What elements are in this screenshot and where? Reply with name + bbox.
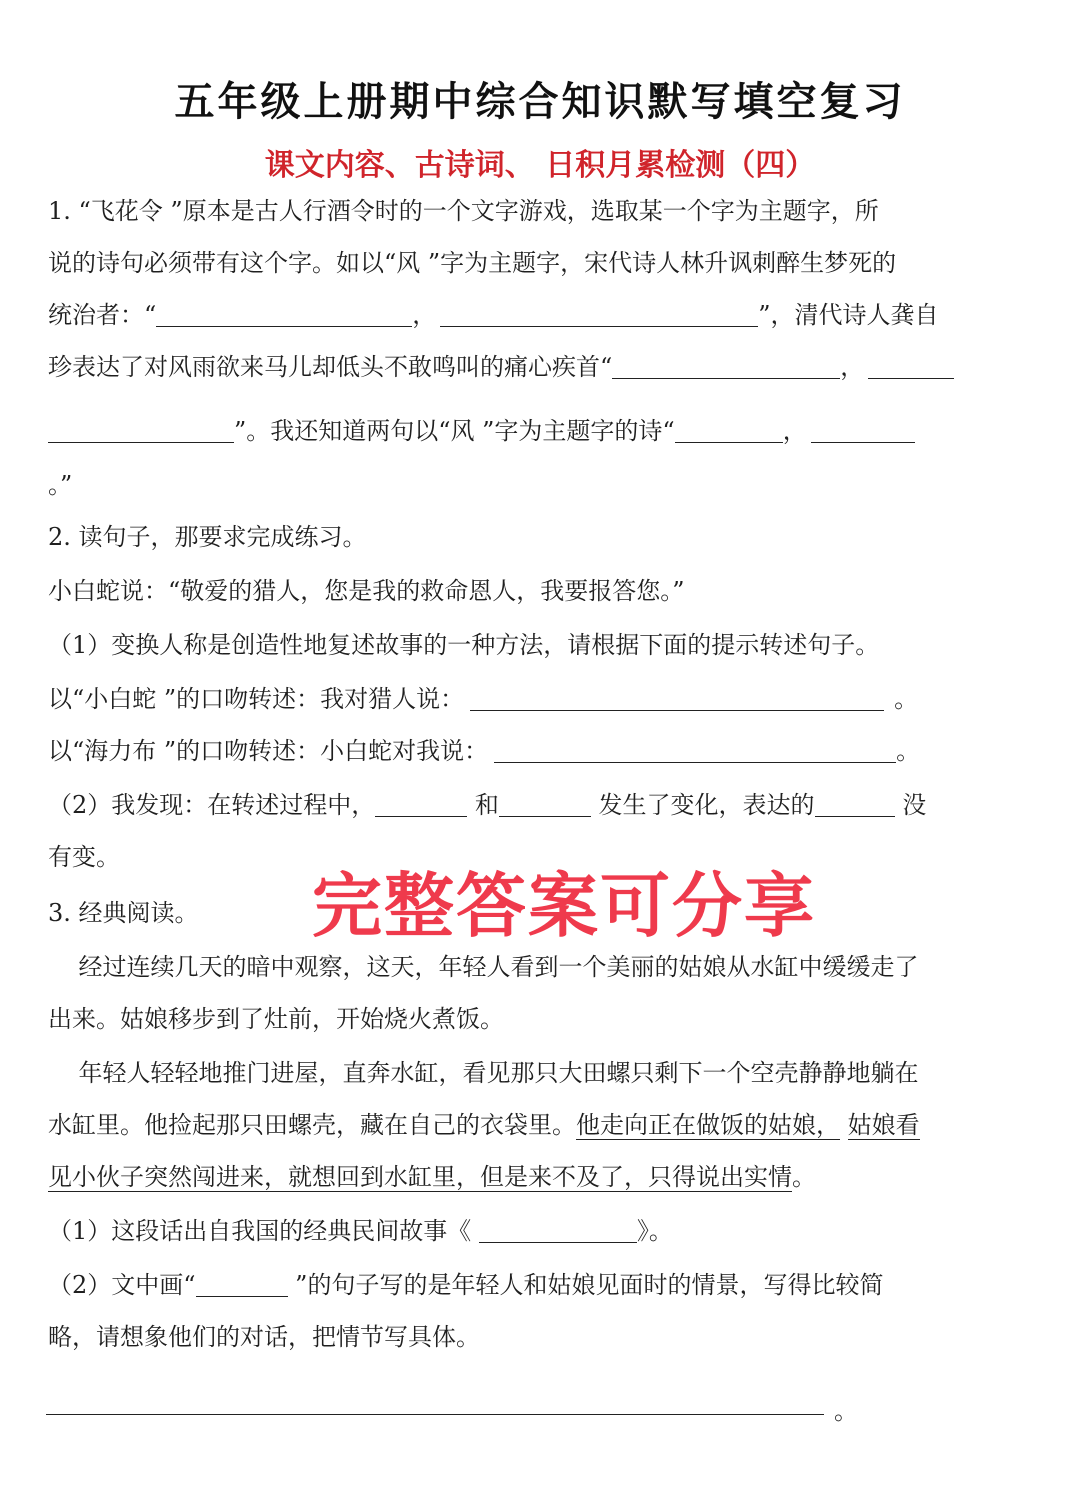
answer-blank[interactable] [612,354,840,379]
q1-line-2: 说的诗句必须带有这个字。如以“风 ”字为主题字，宋代诗人林升讽刺醉生梦死的 [48,249,897,277]
q3-sub1-text-b: 》。 [636,1217,673,1245]
q2-heading: 2. 读句子，那要求完成练习。 [48,523,367,551]
q2-part-1: （1）变换人称是创造性地复述故事的一种方法，请根据下面的提示转述句子。 [48,631,880,659]
answer-blank[interactable] [675,418,783,443]
q3-p2l2-text-a: 水缸里。他捡起那只田螺壳，藏在自己的衣袋里。 [48,1111,576,1139]
q2-part-2-end: 有变。 [48,843,120,871]
q3-heading: 3. 经典阅读。 [48,899,199,927]
underlined-sentence: 他走向正在做饭的姑娘， [576,1111,840,1139]
q3-sub1-text-a: （1）这段话出自我国的经典民间故事《 [48,1217,479,1245]
q3-sub-1 [48,1214,673,1248]
q1-l4-text-a: 珍表达了对风雨欲来马儿却低头不敢鸣叫的痛心疾首“ [48,353,613,381]
q1-line-3 [48,298,939,332]
q1-l3-text-c: ”，清代诗人龚自 [758,301,939,329]
underlined-sentence: 见小伙子突然闯进来，就想回到水缸里，但是来不及了，只得说出实情 [48,1163,792,1191]
q2-p1b-text: 以“海力布 ”的口吻转述：小白蛇对我说： [48,737,489,765]
answer-blank[interactable] [375,792,467,817]
q2-p1a-text: 以“小白蛇 ”的口吻转述：我对猎人说： [48,685,465,713]
q3-para2-line-2 [48,1108,920,1142]
q1-l5-text-a: ”。我还知道两句以“风 ”字为主题字的诗“ [234,417,675,445]
q2-part-2 [48,788,926,822]
q3-p2l3-end: 。 [792,1163,816,1191]
q1-l4-text-b: ， [840,353,865,381]
q1-l3-text-b: ， [412,301,437,329]
q3-sub2-text-a: （2）文中画“ [48,1271,196,1299]
answer-blank[interactable] [811,418,915,443]
answer-line[interactable] [46,1414,824,1415]
page-title: 五年级上册期中综合知识默写填空复习 [174,79,906,125]
answer-blank[interactable] [868,354,954,379]
q2-p2-text-c: 发生了变化，表达的 [590,791,815,819]
answer-blank[interactable] [479,1218,637,1243]
final-period: 。 [834,1397,858,1425]
page-subtitle: 课文内容、古诗词、 日积月累检测（四） [264,148,816,183]
q1-l5-text-b: ， [782,417,807,445]
q2-part-1b [48,734,920,768]
q1-l3-text-a: 统治者：“ [48,301,157,329]
answer-blank[interactable] [470,686,884,711]
q3-para2-line-3 [48,1160,816,1194]
answer-blank[interactable] [440,302,758,327]
q2-quote: 小白蛇说：“敬爱的猎人，您是我的救命恩人，我要报答您。” [48,577,685,605]
q2-p2-text-a: （2）我发现：在转述过程中， [48,791,376,819]
q2-p2-text-d: 没 [894,791,927,819]
q2-p1a-dot: 。 [894,685,919,713]
q3-para1-line-2: 出来。姑娘移步到了灶前，开始烧火煮饭。 [48,1005,504,1033]
q1-line-1: 1. “飞花令 ”原本是古人行酒令时的一个文字游戏，选取某一个字为主题字，所 [48,197,879,225]
answer-blank[interactable] [48,418,234,443]
answer-blank[interactable] [196,1272,288,1297]
q3-sub-2-cont: 略，请想象他们的对话，把情节写具体。 [48,1323,480,1351]
q2-part-1a [48,682,918,716]
q3-sub2-text-b: ”的句子写的是年轻人和姑娘见面时的情景，写得比较简 [287,1271,884,1299]
watermark-text: 完整答案可分享 [312,865,816,947]
answer-blank[interactable] [156,302,412,327]
q3-sub-2 [48,1268,883,1302]
underlined-sentence: 姑娘看 [847,1111,920,1139]
q2-p2-text-b: 和 [467,791,499,819]
answer-blank[interactable] [494,738,896,763]
q3-para2-line-1: 年轻人轻轻地推门进屋，直奔水缸，看见那只大田螺只剩下一个空壳静静地躺在 [48,1059,919,1087]
q2-p1b-dot: 。 [896,737,921,765]
q1-line-5 [48,414,915,448]
q1-line-6: 。” [48,471,73,499]
q3-para1-line-1: 经过连续几天的暗中观察，这天，年轻人看到一个美丽的姑娘从水缸中缓缓走了 [48,953,919,981]
answer-blank[interactable] [499,792,591,817]
q1-line-4 [48,350,954,384]
answer-blank[interactable] [815,792,895,817]
